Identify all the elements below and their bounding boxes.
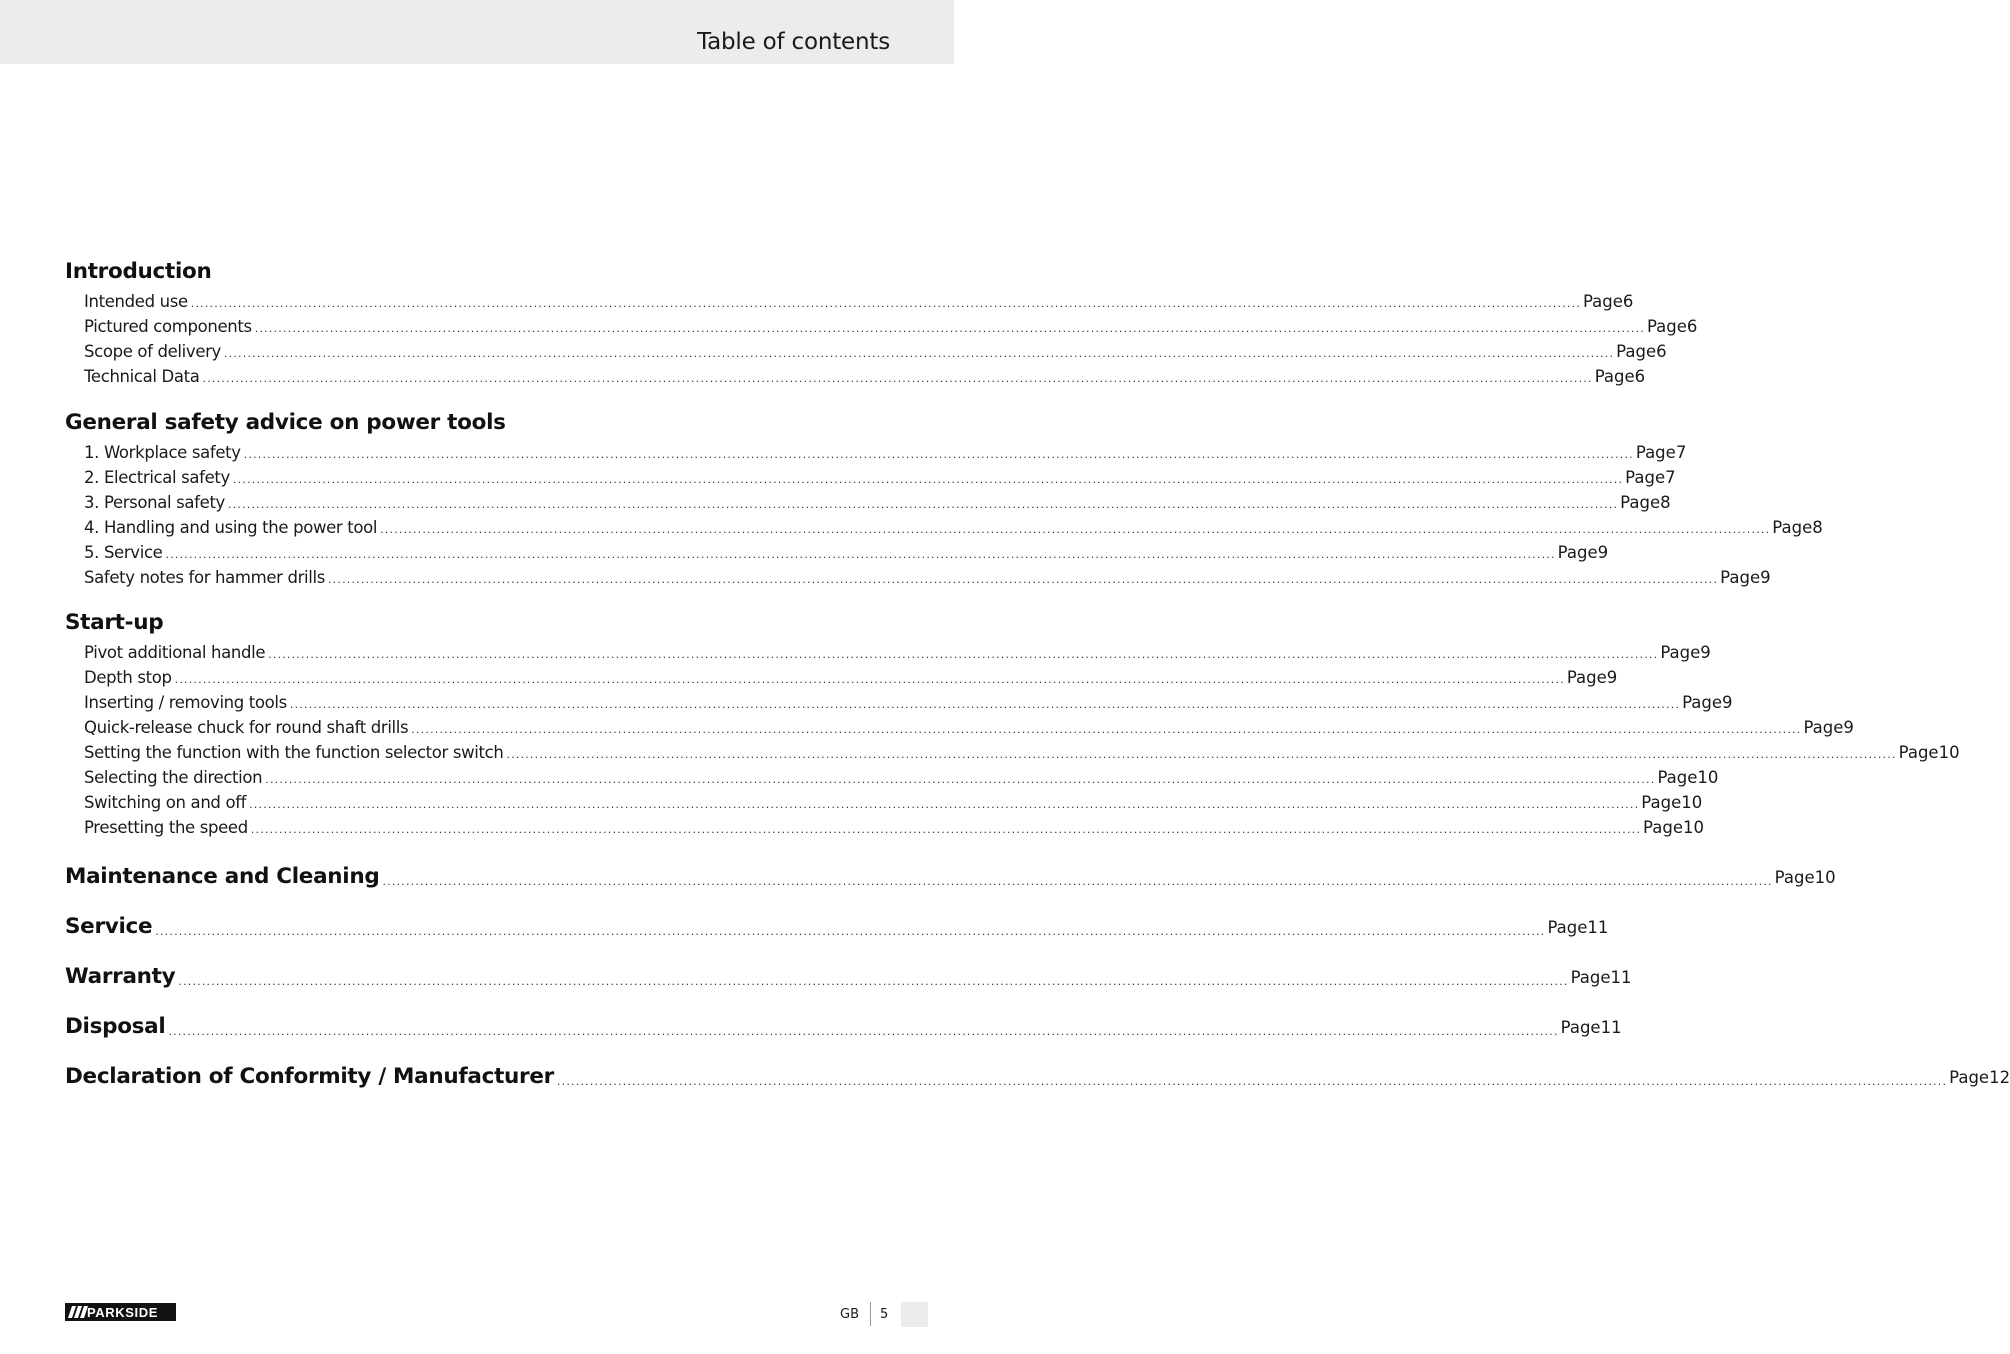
toc-page-word: Page: [1720, 568, 1761, 587]
toc-section-heading[interactable]: General safety advice on power tools: [65, 410, 506, 435]
toc-entry[interactable]: [84, 339, 1667, 361]
toc-dot-leader: ........................................................................................................................................................................................................................................................................................................: [382, 875, 1773, 888]
toc-dot-leader: ........................................................................................................................................................................................................................................................................................................: [249, 798, 1640, 811]
toc-entry-label: 4. Handling and using the power tool: [84, 518, 378, 537]
footer-tab-box: [901, 1302, 928, 1327]
toc-page-number: 10: [1697, 768, 1719, 787]
toc-page-word: Page: [1570, 968, 1611, 987]
toc-entry-label: Switching on and off: [84, 793, 247, 812]
toc-entry-label: Pictured components: [84, 317, 252, 336]
language-code: GB: [840, 1307, 859, 1322]
toc-section-heading[interactable]: Introduction: [65, 259, 212, 284]
toc-page-number: 10: [1683, 818, 1704, 837]
toc-page-word: Page: [1682, 693, 1723, 712]
toc-page-number: 9: [1606, 668, 1618, 687]
toc-dot-leader: ........................................................................................................................................................................................................................................................................................................: [155, 925, 1546, 938]
toc-entry[interactable]: [84, 515, 1823, 537]
toc-page-word: Page: [1803, 718, 1844, 737]
toc-page-word: Page: [1594, 367, 1635, 386]
toc-page-word: Page: [1641, 793, 1682, 812]
toc-entry[interactable]: [84, 289, 1634, 311]
parkside-logo: [65, 1303, 176, 1321]
toc-page-word: Page: [1547, 918, 1588, 937]
toc-dot-leader: ........................................................................................................................................................................................................................................................................................................: [168, 1025, 1559, 1038]
toc-chapter-line[interactable]: [65, 959, 1632, 989]
toc-entry[interactable]: [84, 490, 1671, 512]
toc-page-number: 9: [1843, 718, 1854, 737]
toc-entry[interactable]: [84, 540, 1609, 562]
toc-page-word: Page: [1646, 317, 1687, 336]
toc-chapter-line[interactable]: [65, 909, 1609, 939]
toc-page-number: 6: [1634, 367, 1646, 386]
toc-entry-label: Intended use: [84, 292, 188, 311]
toc-page-number: 9: [1760, 568, 1771, 587]
toc-dot-leader: ........................................................................................................................................................................................................................................................................................................: [289, 698, 1681, 711]
toc-page-number: 9: [1700, 643, 1711, 662]
toc-entry-label: Scope of delivery: [84, 342, 221, 361]
toc-entry[interactable]: [84, 565, 1771, 587]
toc-entry-label: Service: [65, 914, 153, 939]
toc-dot-leader: ........................................................................................................................................................................................................................................................................................................: [227, 498, 1619, 511]
page-title: Table of contents: [697, 29, 890, 55]
toc-dot-leader: ........................................................................................................................................................................................................................................................................................................: [327, 573, 1719, 586]
toc-entry[interactable]: [84, 314, 1698, 336]
toc-page-word: Page: [1557, 543, 1598, 562]
toc-entry[interactable]: [84, 765, 1719, 787]
toc-entry-label: 1. Workplace safety: [84, 443, 241, 462]
toc-entry[interactable]: [84, 665, 1618, 687]
toc-page-word: Page: [1660, 643, 1701, 662]
toc-entry-label: Disposal: [65, 1014, 166, 1039]
toc-chapter-line[interactable]: [65, 859, 1836, 889]
toc-entry[interactable]: [84, 740, 1960, 762]
toc-page-word: Page: [1582, 292, 1623, 311]
toc-dot-leader: ........................................................................................................................................................................................................................................................................................................: [223, 347, 1615, 360]
toc-dot-leader: ........................................................................................................................................................................................................................................................................................................: [232, 473, 1624, 486]
toc-page-word: Page: [1774, 868, 1815, 887]
toc-page-number: 9: [1722, 693, 1733, 712]
toc-dot-leader: ........................................................................................................................................................................................................................................................................................................: [243, 448, 1634, 461]
footer-divider: [870, 1302, 871, 1326]
toc-page-number: 12: [1989, 1068, 2010, 1087]
toc-page-word: Page: [1620, 493, 1661, 512]
toc-page-number: 11: [1610, 968, 1632, 987]
toc-entry-label: 2. Electrical safety: [84, 468, 230, 487]
toc-page-number: 11: [1600, 1018, 1622, 1037]
toc-dot-leader: ........................................................................................................................................................................................................................................................................................................: [265, 773, 1656, 786]
toc-page-number: 6: [1622, 292, 1634, 311]
toc-page-word: Page: [1560, 1018, 1601, 1037]
toc-entry[interactable]: [84, 690, 1733, 712]
toc-page-number: 7: [1665, 468, 1676, 487]
toc-entry-label: Technical Data: [84, 367, 200, 386]
toc-dot-leader: ........................................................................................................................................................................................................................................................................................................: [411, 723, 1802, 736]
toc-entry[interactable]: [84, 440, 1687, 462]
toc-entry-label: Setting the function with the function selector switch: [84, 743, 504, 762]
toc-page-word: Page: [1643, 818, 1683, 837]
page-number: 5: [880, 1307, 889, 1322]
toc-entry[interactable]: [84, 715, 1854, 737]
toc-page-word: Page: [1772, 518, 1813, 537]
toc-section-heading[interactable]: Start-up: [65, 610, 164, 635]
toc-page-number: 8: [1812, 518, 1823, 537]
toc-dot-leader: ........................................................................................................................................................................................................................................................................................................: [202, 372, 1593, 385]
toc-page-word: Page: [1657, 768, 1698, 787]
toc-chapter-line[interactable]: [65, 1059, 2010, 1089]
toc-entry[interactable]: [84, 790, 1703, 812]
toc-dot-leader: ........................................................................................................................................................................................................................................................................................................: [174, 673, 1565, 686]
toc-entry-label: 5. Service: [84, 543, 163, 562]
toc-page-number: 9: [1597, 543, 1609, 562]
toc-entry-label: Declaration of Conformity / Manufacturer: [65, 1064, 554, 1089]
logo-slashes-icon: [65, 1303, 87, 1321]
toc-entry[interactable]: [84, 640, 1711, 662]
toc-page-number: 10: [1814, 868, 1836, 887]
toc-dot-leader: ........................................................................................................................................................................................................................................................................................................: [268, 648, 1659, 661]
toc-entry-label: Depth stop: [84, 668, 172, 687]
toc-entry[interactable]: [84, 465, 1676, 487]
toc-page-word: Page: [1898, 743, 1939, 762]
toc-dot-leader: ........................................................................................................................................................................................................................................................................................................: [190, 297, 1581, 310]
toc-dot-leader: ........................................................................................................................................................................................................................................................................................................: [250, 823, 1642, 836]
toc-entry-label: Maintenance and Cleaning: [65, 864, 380, 889]
toc-page-number: 10: [1681, 793, 1703, 812]
toc-page-number: 6: [1686, 317, 1698, 336]
toc-entry[interactable]: [84, 364, 1646, 386]
toc-entry[interactable]: [84, 815, 1704, 837]
toc-dot-leader: ........................................................................................................................................................................................................................................................................................................: [506, 748, 1897, 761]
toc-page-number: 6: [1656, 342, 1667, 361]
toc-entry-label: Pivot additional handle: [84, 643, 266, 662]
toc-entry-label: Quick-release chuck for round shaft drills: [84, 718, 409, 737]
toc-page-number: 7: [1675, 443, 1687, 462]
toc-dot-leader: ........................................................................................................................................................................................................................................................................................................: [165, 548, 1556, 561]
toc-entry-label: Inserting / removing tools: [84, 693, 287, 712]
toc-dot-leader: ........................................................................................................................................................................................................................................................................................................: [380, 523, 1771, 536]
toc-page-word: Page: [1949, 1068, 1990, 1087]
toc-page-word: Page: [1635, 443, 1676, 462]
toc-page-number: 10: [1938, 743, 1960, 762]
toc-dot-leader: ........................................................................................................................................................................................................................................................................................................: [254, 322, 1645, 335]
toc-dot-leader: ........................................................................................................................................................................................................................................................................................................: [556, 1075, 1948, 1088]
toc-page-number: 11: [1587, 918, 1609, 937]
toc-chapter-line[interactable]: [65, 1009, 1622, 1039]
toc-page-word: Page: [1566, 668, 1607, 687]
toc-entry-label: Safety notes for hammer drills: [84, 568, 325, 587]
toc-page-word: Page: [1616, 342, 1657, 361]
toc-entry-label: Warranty: [65, 964, 176, 989]
toc-entry-label: Selecting the direction: [84, 768, 263, 787]
toc-entry-label: Presetting the speed: [84, 818, 248, 837]
toc-page-number: 8: [1660, 493, 1671, 512]
toc-entry-label: 3. Personal safety: [84, 493, 225, 512]
toc-page-word: Page: [1625, 468, 1666, 487]
toc-dot-leader: ........................................................................................................................................................................................................................................................................................................: [178, 975, 1569, 988]
logo-text: PARKSIDE: [87, 1304, 159, 1320]
